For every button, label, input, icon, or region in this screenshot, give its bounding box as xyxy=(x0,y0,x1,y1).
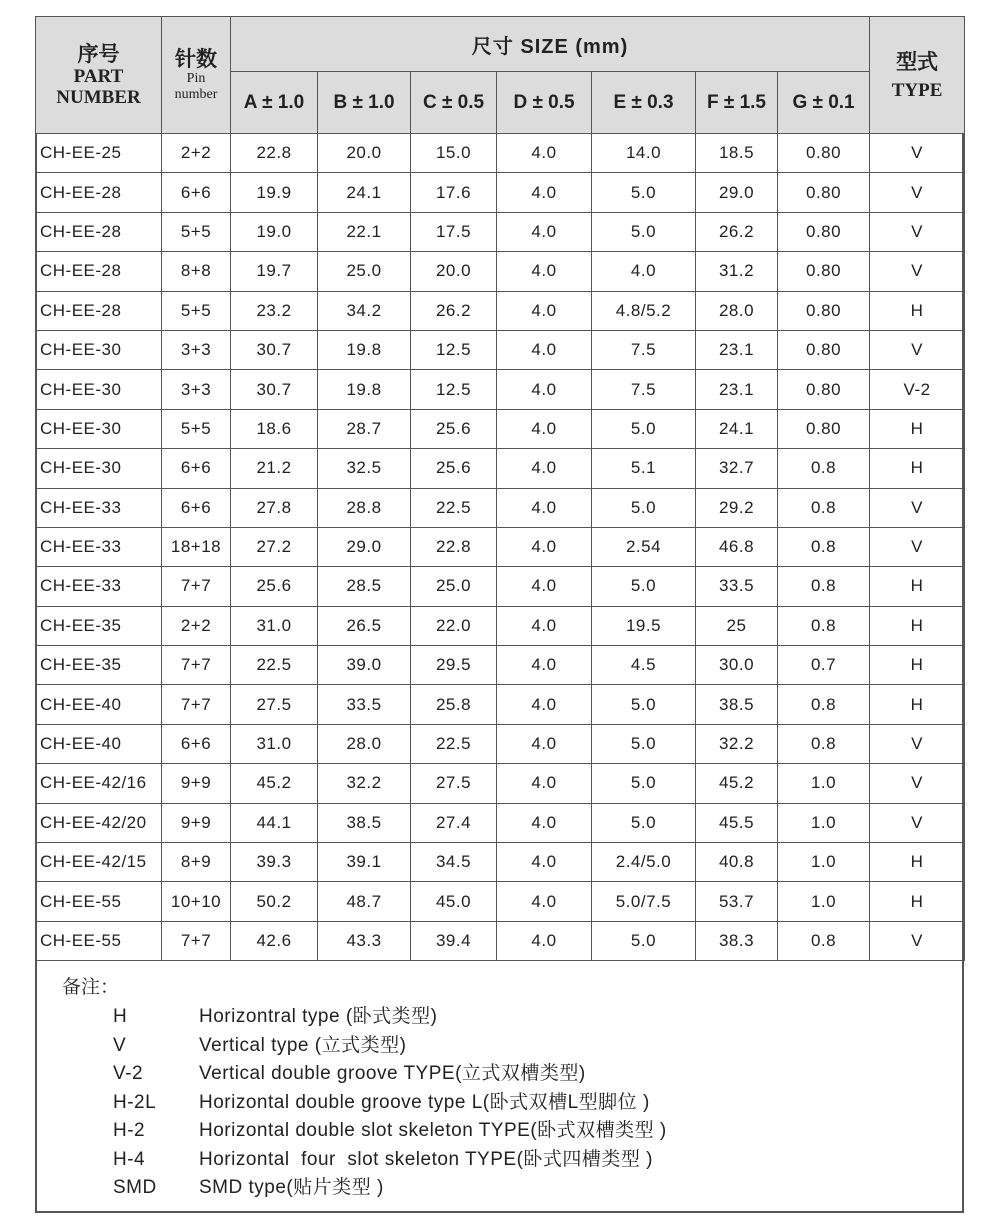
note-code: H-2 xyxy=(113,1120,146,1141)
cell-f: 32.2 xyxy=(696,724,778,763)
cell-e: 5.1 xyxy=(592,449,696,488)
cell-type: V xyxy=(870,488,965,527)
cell-b: 39.1 xyxy=(318,843,411,882)
table-row xyxy=(36,764,965,803)
cell-part: CH-EE-42/16 xyxy=(36,764,162,803)
cell-a: 27.5 xyxy=(231,685,318,724)
cell-part: CH-EE-55 xyxy=(36,882,162,921)
table-row xyxy=(36,409,965,448)
cell-e: 5.0 xyxy=(592,409,696,448)
cell-a: 18.6 xyxy=(231,409,318,448)
note-code: V-2 xyxy=(113,1063,144,1084)
pin-en-label: Pin number xyxy=(174,71,218,102)
notes-title: 备注： xyxy=(62,976,120,998)
cell-a: 23.2 xyxy=(231,291,318,330)
cell-g: 0.8 xyxy=(778,685,870,724)
note-item xyxy=(113,1030,406,1057)
cell-a: 39.3 xyxy=(231,843,318,882)
cell-c: 25.8 xyxy=(411,685,497,724)
cell-d: 4.0 xyxy=(497,724,592,763)
cell-f: 30.0 xyxy=(696,646,778,685)
cell-b: 48.7 xyxy=(318,882,411,921)
cell-g: 1.0 xyxy=(778,882,870,921)
cell-d: 4.0 xyxy=(497,606,592,645)
cell-part: CH-EE-30 xyxy=(36,449,162,488)
cell-c: 39.4 xyxy=(411,921,497,960)
cell-b: 34.2 xyxy=(318,291,411,330)
table-row xyxy=(36,606,965,645)
cell-pin: 8+9 xyxy=(162,843,231,882)
cell-c: 27.5 xyxy=(411,764,497,803)
table-row xyxy=(36,252,965,291)
cell-c: 17.6 xyxy=(411,173,497,212)
cell-c: 29.5 xyxy=(411,646,497,685)
cell-g: 0.80 xyxy=(778,370,870,409)
cell-part: CH-EE-28 xyxy=(36,291,162,330)
cell-f: 53.7 xyxy=(696,882,778,921)
cell-b: 25.0 xyxy=(318,252,411,291)
cell-d: 4.0 xyxy=(497,646,592,685)
cell-b: 32.2 xyxy=(318,764,411,803)
cell-part: CH-EE-30 xyxy=(36,330,162,369)
note-code: SMD xyxy=(113,1177,157,1198)
cell-a: 27.8 xyxy=(231,488,318,527)
cell-a: 25.6 xyxy=(231,567,318,606)
cell-d: 4.0 xyxy=(497,921,592,960)
cell-part: CH-EE-33 xyxy=(36,488,162,527)
cell-b: 20.0 xyxy=(318,134,411,173)
cell-pin: 10+10 xyxy=(162,882,231,921)
cell-d: 4.0 xyxy=(497,252,592,291)
dim-c-header: C ± 0.5 xyxy=(411,72,497,134)
cell-e: 5.0 xyxy=(592,764,696,803)
note-item xyxy=(113,1058,586,1085)
cell-g: 0.80 xyxy=(778,330,870,369)
spec-table xyxy=(35,16,965,961)
cell-d: 4.0 xyxy=(497,882,592,921)
dim-d-header: D ± 0.5 xyxy=(497,72,592,134)
cell-a: 30.7 xyxy=(231,370,318,409)
cell-e: 5.0 xyxy=(592,212,696,251)
cell-d: 4.0 xyxy=(497,212,592,251)
cell-e: 4.8/5.2 xyxy=(592,291,696,330)
dim-a-header: A ± 1.0 xyxy=(231,72,318,134)
cell-e: 5.0 xyxy=(592,685,696,724)
type-header xyxy=(870,17,965,134)
note-description: Horizontal double groove type L(卧式双槽L型脚位 ) xyxy=(199,1091,650,1113)
cell-a: 19.7 xyxy=(231,252,318,291)
note-code: H xyxy=(113,1006,128,1027)
cell-b: 28.8 xyxy=(318,488,411,527)
cell-part: CH-EE-28 xyxy=(36,212,162,251)
cell-type: H xyxy=(870,606,965,645)
cell-f: 38.5 xyxy=(696,685,778,724)
table-row xyxy=(36,370,965,409)
table-row xyxy=(36,449,965,488)
cell-c: 25.6 xyxy=(411,409,497,448)
note-code: H-2L xyxy=(113,1091,157,1113)
cell-a: 42.6 xyxy=(231,921,318,960)
cell-c: 17.5 xyxy=(411,212,497,251)
cell-type: H xyxy=(870,646,965,685)
cell-a: 22.8 xyxy=(231,134,318,173)
cell-c: 22.5 xyxy=(411,724,497,763)
cell-d: 4.0 xyxy=(497,134,592,173)
cell-f: 40.8 xyxy=(696,843,778,882)
cell-type: H xyxy=(870,449,965,488)
cell-b: 24.1 xyxy=(318,173,411,212)
cell-pin: 7+7 xyxy=(162,685,231,724)
cell-part: CH-EE-35 xyxy=(36,606,162,645)
cell-g: 0.8 xyxy=(778,449,870,488)
cell-g: 1.0 xyxy=(778,764,870,803)
cell-b: 43.3 xyxy=(318,921,411,960)
cell-type: V xyxy=(870,252,965,291)
table-row xyxy=(36,724,965,763)
table-row xyxy=(36,685,965,724)
cell-b: 28.5 xyxy=(318,567,411,606)
cell-e: 4.5 xyxy=(592,646,696,685)
cell-pin: 3+3 xyxy=(162,330,231,369)
cell-c: 12.5 xyxy=(411,370,497,409)
cell-f: 33.5 xyxy=(696,567,778,606)
cell-pin: 5+5 xyxy=(162,409,231,448)
cell-d: 4.0 xyxy=(497,685,592,724)
dim-g-header: G ± 0.1 xyxy=(778,72,870,134)
cell-type: V xyxy=(870,134,965,173)
cell-d: 4.0 xyxy=(497,330,592,369)
dim-f-header: F ± 1.5 xyxy=(696,72,778,134)
cell-d: 4.0 xyxy=(497,409,592,448)
cell-g: 0.80 xyxy=(778,291,870,330)
cell-a: 44.1 xyxy=(231,803,318,842)
cell-pin: 5+5 xyxy=(162,291,231,330)
cell-b: 26.5 xyxy=(318,606,411,645)
cell-g: 0.8 xyxy=(778,488,870,527)
cell-pin: 6+6 xyxy=(162,173,231,212)
cell-pin: 6+6 xyxy=(162,488,231,527)
cell-pin: 6+6 xyxy=(162,449,231,488)
table-header xyxy=(36,17,965,134)
cell-f: 24.1 xyxy=(696,409,778,448)
cell-b: 38.5 xyxy=(318,803,411,842)
cell-pin: 9+9 xyxy=(162,803,231,842)
cell-part: CH-EE-25 xyxy=(36,134,162,173)
cell-type: V xyxy=(870,921,965,960)
cell-part: CH-EE-28 xyxy=(36,252,162,291)
cell-g: 0.8 xyxy=(778,606,870,645)
cell-part: CH-EE-40 xyxy=(36,685,162,724)
cell-g: 1.0 xyxy=(778,803,870,842)
cell-c: 22.0 xyxy=(411,606,497,645)
cell-part: CH-EE-42/20 xyxy=(36,803,162,842)
note-description: SMD type(贴片类型 ) xyxy=(199,1177,384,1198)
cell-part: CH-EE-33 xyxy=(36,567,162,606)
note-code: H-4 xyxy=(113,1148,146,1170)
table-row xyxy=(36,921,965,960)
cell-type: V xyxy=(870,173,965,212)
cell-d: 4.0 xyxy=(497,567,592,606)
note-code: V xyxy=(113,1034,127,1056)
table-row xyxy=(36,527,965,566)
cell-g: 0.80 xyxy=(778,173,870,212)
cell-d: 4.0 xyxy=(497,291,592,330)
table-row xyxy=(36,567,965,606)
cell-f: 31.2 xyxy=(696,252,778,291)
cell-c: 26.2 xyxy=(411,291,497,330)
cell-a: 19.9 xyxy=(231,173,318,212)
note-description: Vertical type (立式类型) xyxy=(199,1034,407,1056)
type-cn-label: 型式 xyxy=(896,49,939,74)
cell-pin: 2+2 xyxy=(162,134,231,173)
table-row xyxy=(36,134,965,173)
cell-d: 4.0 xyxy=(497,527,592,566)
cell-c: 22.8 xyxy=(411,527,497,566)
cell-e: 5.0 xyxy=(592,488,696,527)
cell-d: 4.0 xyxy=(497,764,592,803)
cell-f: 18.5 xyxy=(696,134,778,173)
cell-pin: 5+5 xyxy=(162,212,231,251)
seq-cn-label: 序号 xyxy=(77,42,120,66)
cell-a: 30.7 xyxy=(231,330,318,369)
cell-b: 19.8 xyxy=(318,330,411,369)
table-row xyxy=(36,882,965,921)
cell-part: CH-EE-35 xyxy=(36,646,162,685)
cell-e: 14.0 xyxy=(592,134,696,173)
cell-type: V xyxy=(870,212,965,251)
cell-part: CH-EE-42/15 xyxy=(36,843,162,882)
cell-e: 5.0 xyxy=(592,567,696,606)
cell-g: 0.80 xyxy=(778,134,870,173)
cell-g: 0.80 xyxy=(778,212,870,251)
table-row xyxy=(36,291,965,330)
size-header: 尺寸 SIZE (mm) xyxy=(231,17,870,72)
cell-pin: 3+3 xyxy=(162,370,231,409)
cell-g: 0.8 xyxy=(778,921,870,960)
table-row xyxy=(36,488,965,527)
cell-f: 45.5 xyxy=(696,803,778,842)
table-body xyxy=(36,134,965,961)
cell-c: 27.4 xyxy=(411,803,497,842)
cell-e: 19.5 xyxy=(592,606,696,645)
cell-part: CH-EE-40 xyxy=(36,724,162,763)
cell-b: 32.5 xyxy=(318,449,411,488)
cell-c: 22.5 xyxy=(411,488,497,527)
cell-c: 20.0 xyxy=(411,252,497,291)
table-row xyxy=(36,646,965,685)
cell-f: 45.2 xyxy=(696,764,778,803)
cell-pin: 2+2 xyxy=(162,606,231,645)
cell-f: 29.0 xyxy=(696,173,778,212)
cell-d: 4.0 xyxy=(497,449,592,488)
cell-f: 23.1 xyxy=(696,370,778,409)
cell-type: H xyxy=(870,882,965,921)
cell-d: 4.0 xyxy=(497,173,592,212)
cell-part: CH-EE-33 xyxy=(36,527,162,566)
cell-f: 25 xyxy=(696,606,778,645)
cell-f: 26.2 xyxy=(696,212,778,251)
cell-f: 29.2 xyxy=(696,488,778,527)
cell-g: 0.8 xyxy=(778,724,870,763)
cell-part: CH-EE-55 xyxy=(36,921,162,960)
cell-part: CH-EE-28 xyxy=(36,173,162,212)
cell-e: 5.0 xyxy=(592,921,696,960)
type-en-label: TYPE xyxy=(891,79,943,101)
cell-c: 45.0 xyxy=(411,882,497,921)
cell-e: 5.0 xyxy=(592,803,696,842)
cell-f: 23.1 xyxy=(696,330,778,369)
cell-type: V xyxy=(870,330,965,369)
cell-g: 0.80 xyxy=(778,252,870,291)
note-item xyxy=(113,1144,653,1171)
cell-type: H xyxy=(870,291,965,330)
cell-e: 7.5 xyxy=(592,330,696,369)
cell-a: 19.0 xyxy=(231,212,318,251)
cell-type: V xyxy=(870,803,965,842)
part-number-header xyxy=(36,17,162,134)
cell-type: H xyxy=(870,843,965,882)
cell-type: V xyxy=(870,724,965,763)
cell-b: 39.0 xyxy=(318,646,411,685)
cell-type: H xyxy=(870,567,965,606)
cell-c: 25.0 xyxy=(411,567,497,606)
note-description: Horizontral type (卧式类型) xyxy=(199,1006,438,1027)
table-row xyxy=(36,212,965,251)
cell-pin: 6+6 xyxy=(162,724,231,763)
cell-c: 15.0 xyxy=(411,134,497,173)
cell-g: 0.8 xyxy=(778,527,870,566)
note-item xyxy=(113,1087,650,1114)
cell-c: 12.5 xyxy=(411,330,497,369)
cell-a: 45.2 xyxy=(231,764,318,803)
cell-f: 28.0 xyxy=(696,291,778,330)
cell-pin: 7+7 xyxy=(162,567,231,606)
cell-pin: 9+9 xyxy=(162,764,231,803)
pin-cn-label: 针数 xyxy=(175,47,217,71)
cell-e: 2.4/5.0 xyxy=(592,843,696,882)
note-item xyxy=(113,1172,384,1199)
cell-type: H xyxy=(870,685,965,724)
cell-b: 22.1 xyxy=(318,212,411,251)
cell-d: 4.0 xyxy=(497,488,592,527)
table-row xyxy=(36,803,965,842)
cell-a: 21.2 xyxy=(231,449,318,488)
cell-a: 27.2 xyxy=(231,527,318,566)
dim-e-header: E ± 0.3 xyxy=(592,72,696,134)
cell-g: 0.7 xyxy=(778,646,870,685)
cell-b: 28.7 xyxy=(318,409,411,448)
note-description: Vertical double groove TYPE(立式双槽类型) xyxy=(199,1063,586,1084)
note-description: Horizontal double slot skeleton TYPE(卧式双槽类型 ) xyxy=(199,1120,667,1141)
cell-pin: 7+7 xyxy=(162,921,231,960)
cell-c: 25.6 xyxy=(411,449,497,488)
cell-part: CH-EE-30 xyxy=(36,409,162,448)
cell-e: 5.0 xyxy=(592,724,696,763)
cell-a: 50.2 xyxy=(231,882,318,921)
cell-g: 0.80 xyxy=(778,409,870,448)
note-description: Horizontal four slot skeleton TYPE(卧式四槽类型 ) xyxy=(199,1148,653,1170)
cell-type: V xyxy=(870,527,965,566)
cell-type: V xyxy=(870,764,965,803)
cell-e: 4.0 xyxy=(592,252,696,291)
cell-f: 32.7 xyxy=(696,449,778,488)
cell-a: 31.0 xyxy=(231,724,318,763)
cell-e: 2.54 xyxy=(592,527,696,566)
cell-d: 4.0 xyxy=(497,843,592,882)
cell-b: 28.0 xyxy=(318,724,411,763)
cell-part: CH-EE-30 xyxy=(36,370,162,409)
cell-type: H xyxy=(870,409,965,448)
cell-pin: 18+18 xyxy=(162,527,231,566)
note-item xyxy=(113,1115,667,1142)
cell-e: 5.0 xyxy=(592,173,696,212)
part-number-label: PART NUMBER xyxy=(56,66,141,108)
notes-section xyxy=(37,958,962,1211)
cell-d: 4.0 xyxy=(497,370,592,409)
cell-a: 22.5 xyxy=(231,646,318,685)
cell-pin: 8+8 xyxy=(162,252,231,291)
cell-a: 31.0 xyxy=(231,606,318,645)
note-item xyxy=(113,1001,438,1028)
cell-b: 29.0 xyxy=(318,527,411,566)
cell-pin: 7+7 xyxy=(162,646,231,685)
cell-g: 0.8 xyxy=(778,567,870,606)
dim-b-header: B ± 1.0 xyxy=(318,72,411,134)
cell-e: 7.5 xyxy=(592,370,696,409)
pin-header xyxy=(162,17,231,134)
table-row xyxy=(36,843,965,882)
cell-f: 46.8 xyxy=(696,527,778,566)
table-row xyxy=(36,330,965,369)
cell-e: 5.0/7.5 xyxy=(592,882,696,921)
table-row xyxy=(36,173,965,212)
cell-type: V-2 xyxy=(870,370,965,409)
cell-c: 34.5 xyxy=(411,843,497,882)
cell-d: 4.0 xyxy=(497,803,592,842)
cell-f: 38.3 xyxy=(696,921,778,960)
cell-g: 1.0 xyxy=(778,843,870,882)
cell-b: 33.5 xyxy=(318,685,411,724)
cell-b: 19.8 xyxy=(318,370,411,409)
